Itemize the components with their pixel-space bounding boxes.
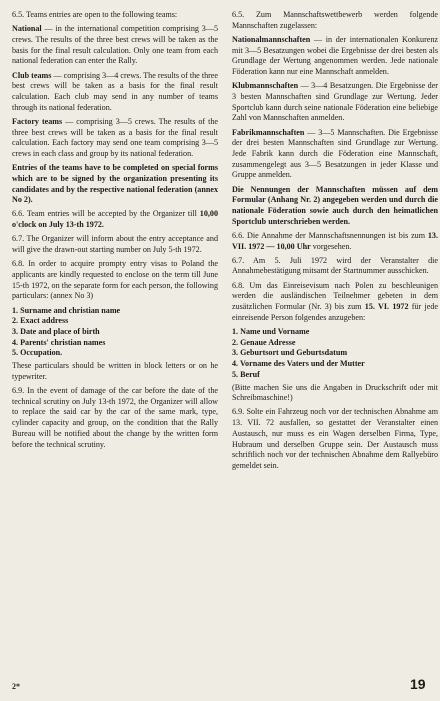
- section-6-6-end-de: vorgesehen.: [310, 241, 352, 251]
- entries-requirement: Entries of the teams have to be completed on special forms which are to be signed by the organization presenting its candidates and by the respective national federation (annex No 2).: [12, 163, 218, 205]
- factory-text-de: — 3—5 Mannschaften. Die Ergebnisse der drei besten Mannschaften sind Grundlage zur Wertung. Jede Fabrik kann durch die Föderation eine Mannschaft, zusammengelegt aus 3—5 Besatzungen in jeder Klasse und Gruppe anmelden.: [232, 127, 438, 180]
- list-item: 1. Surname and christian name: [12, 305, 121, 315]
- section-6-8-de: [232, 281, 438, 324]
- section-6-9: 6.9. In the event of damage of the car before the date of the technical scrutiny on July 13-th 1972, the Organizer will allow to replace the said car by the car of the same mark, type, cylinder capacity and group, on the condition that the Rally Bureau will be notified about the change by the written form before the technical scrutiny.: [12, 386, 218, 449]
- section-6-8-end-de: für jede einreisende Person folgendes anzugeben:: [232, 302, 438, 322]
- section-6-6: [12, 209, 218, 230]
- national-teams-paragraph-de: [232, 35, 438, 78]
- club-term: Club teams: [12, 70, 52, 80]
- page-number: 19: [410, 676, 426, 692]
- section-6-8-date-de: 15. VI. 1972: [364, 302, 409, 312]
- club-term-de: Klubmannschaften: [232, 81, 299, 91]
- section-6-8: 6.8. In order to acquire prompty entry visas to Poland the applicants are kindly requested to enclose on the term till June 15-th 1972, on the separate form for each person, the following particulars: (annex No 3): [12, 259, 218, 301]
- list-item: 2. Genaue Adresse: [232, 337, 296, 347]
- list-item: 3. Date and place of birth: [12, 326, 100, 336]
- section-6-7: 6.7. The Organizer will inform about the entry acceptance and will give the drawn-out starting number on July 5-th 1972.: [12, 234, 218, 255]
- factory-term-de: Fabrikmannschaften: [232, 127, 305, 137]
- signature-mark: 2*: [12, 682, 20, 691]
- section-6-6-deadline-de: 13. VII. 1972 — 10,00 Uhr: [232, 230, 438, 251]
- entries-requirement-de: Die Nennungen der Mannschaften müssen auf dem Formular (Anhang Nr. 2) angegeben werden und durch die nationale Föderation sowie auch durch den heimatlichen Sportclub unterschrieben werden.: [232, 184, 438, 226]
- factory-teams-paragraph: [12, 117, 218, 160]
- english-column: [12, 10, 218, 454]
- list-item: 1. Name und Vorname: [232, 326, 310, 336]
- list-item: 5. Occupation.: [12, 348, 63, 358]
- section-6-8-text-de: 6.8. Um das Einreisevisum nach Polen zu beschleunigen werden die ausländischen Teilnehmer gebeten in dem zusätzlichen Formular (Nr. 3) bis zum: [232, 280, 438, 312]
- club-teams-paragraph: [12, 71, 218, 114]
- national-term: National: [12, 24, 42, 34]
- section-6-6-deadline: 10,00 o'clock on July 13-th 1972.: [12, 209, 218, 230]
- section-6-5-intro: 6.5. Teams entries are open to the following teams:: [12, 10, 178, 19]
- particulars-list: [12, 306, 218, 360]
- list-item: 4. Parents' christian names: [12, 337, 106, 347]
- section-6-6-text: 6.6. Team entries will be accepted by the Organizer till: [12, 209, 200, 219]
- national-text-de: — in der internationalen Konkurenz mit 3—5 Besatzungen wobei die Ergebnisse der drei besten als Grundlage der Wertung angenommen werden. Jede nationale Föderation kann nur eine Mannschaft anmelden.: [232, 34, 438, 77]
- section-6-5-intro-de: 6.5. Zum Mannschaftswettbewerb werden folgende Mannschaften zugelassen:: [232, 10, 438, 30]
- list-item: 4. Vorname des Vaters und der Mutter: [232, 359, 365, 369]
- section-6-6-text-de: 6.6. Die Annahme der Mannschaftsnennungen ist bis zum: [232, 230, 428, 240]
- section-6-6-de: [232, 231, 438, 252]
- list-item: 5. Beruf: [232, 369, 260, 379]
- particulars-list-de: [232, 327, 438, 381]
- factory-teams-paragraph-de: [232, 128, 438, 182]
- national-teams-paragraph: [12, 24, 218, 67]
- national-text: — in the international competition comprising 3—5 crews. The results of the three best crews will be taken as the basis for the final result calculation. Only one team from each national federation can enter the Rally.: [12, 24, 218, 66]
- club-text-de: — 3—4 Besatzungen. Die Ergebnisse der 3 besten Mannschaften sind Grundlage zur Wertung. Jeder Sportclub kann durch seine nationale Föderation eine beliebige Zahl von Mannschaften anmelden.: [232, 81, 438, 123]
- section-6-7-de: 6.7. Am 5. Juli 1972 wird der Veranstalter die Annahmebestätigung mitsamt der Startnummer ausschicken.: [232, 255, 438, 276]
- block-letters-note: These particulars should be written in block letters or on he typewriter.: [12, 361, 218, 381]
- german-column: [232, 10, 438, 475]
- club-text: — comprising 3—4 crews. The results of the three best crews will be taken as a basis for the final result calculation. Each club may send in any number of teams through its national federation.: [12, 70, 218, 112]
- club-teams-paragraph-de: [232, 81, 438, 124]
- block-letters-note-de: (Bitte machen Sie uns die Angaben in Druckschrift oder mit Schreibmaschine!): [232, 382, 438, 403]
- national-term-de: Nationalmannschaften: [232, 34, 311, 44]
- list-item: 2. Exact address: [12, 316, 69, 326]
- list-item: 3. Geburtsort und Geburtsdatum: [232, 348, 348, 358]
- section-6-9-de: 6.9. Solte ein Fahrzeug noch vor der technischen Abnahme am 13. VII. 72 ausfallen, so gestattet der Veranstalter einen Austausch, nur muss es ein Wagen derselben Firma, Type, Hubraum und derselben Gruppe sein. Der Austausch muss schriftlich noch vor der technischen Abnahme dem Rallyebüro gemeldet sein.: [232, 407, 438, 470]
- factory-term: Factory teams: [12, 116, 63, 126]
- factory-text: — comprising 3—5 crews. The results of the three best crews will be taken as a basis for the final result calculation. Each factory may send one team comprising 3—5 crews in each class and group by its national federation.: [12, 116, 219, 158]
